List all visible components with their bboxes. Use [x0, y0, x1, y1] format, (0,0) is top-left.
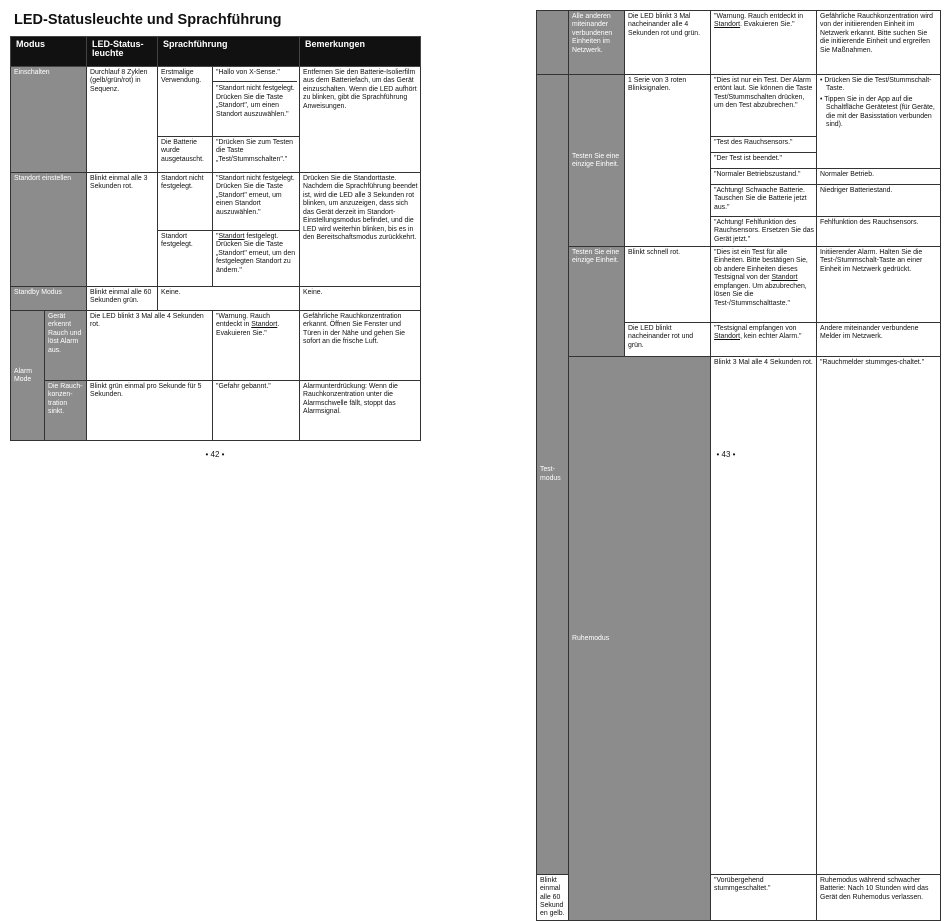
mode-standby: Standby Modus	[11, 287, 87, 311]
led-standby: Blinkt einmal alle 60 Sekunden grün.	[87, 287, 158, 311]
remark-test-8: Andere miteinander verbundene Melder im Netzwerk.	[817, 323, 941, 357]
voice-text	[711, 247, 817, 323]
voice-text	[213, 311, 300, 381]
page-title: LED-Statusleuchte und Sprachführung	[14, 12, 282, 28]
page-left	[10, 10, 420, 460]
voice-text: "Gefahr gebannt."	[213, 381, 300, 441]
submode-alarm-3: Alle anderen miteinander verbundenen Einheiten im Netzwerk.	[569, 11, 625, 75]
voice-text: "Standort nicht festgelegt. Drücken Sie die Taste „Standort" erneut, um einen Standort auszuwählen."	[213, 173, 300, 231]
table-row	[537, 75, 941, 137]
remark-bullet: • Tippen Sie in der App auf die Schaltfläche Gerätetest (für Geräte, die mit der Basisstation verbunden sind).	[820, 95, 935, 129]
voice-text-pre: "Warnung. Rauch entdeckt in	[216, 313, 270, 329]
voice-text-pre: "Testsignal empfangen von	[714, 325, 797, 332]
page-right	[536, 10, 940, 918]
led-standort: Blinkt einmal alle 3 Sekunden rot.	[87, 173, 158, 287]
location-placeholder: Standort	[714, 333, 741, 341]
submode-test-2: Testen Sie eine einzige Einheit.	[569, 247, 625, 357]
remark-bullet: • Drücken Sie die Test/Stummschalt-Taste.	[820, 77, 932, 93]
led-ruhe-2: Blinkt einmal alle 60 Sekunden gelb.	[537, 874, 569, 920]
table-row	[11, 381, 421, 441]
voice-text	[711, 11, 817, 75]
remark-test-7: Initiierender Alarm. Halten Sie die Test-/Stummschalt-Taste an einer Einheit im Netzwerk gedrückt.	[817, 247, 941, 323]
location-placeholder: Standort	[218, 233, 245, 240]
location-placeholder: Standort	[714, 21, 741, 29]
remark-einschalten: Entfernen Sie den Batterie-Isolierfilm aus dem Batteriefach, um das Gerät einzuschalten. Wenn die LED aufhört zu blinken, gibt die Sprachführung Anweisungen.	[300, 67, 421, 173]
led-status-table	[10, 36, 421, 441]
table-row	[11, 173, 421, 231]
led-alarm-1: Die LED blinkt 3 Mal alle 4 Sekunden rot.	[87, 311, 213, 381]
remark-test-4: Normaler Betrieb.	[817, 169, 941, 185]
voice-standby: Keine.	[158, 287, 300, 311]
remark-test-5: Niedriger Batteriestand.	[817, 185, 941, 217]
page-number: • 42 •	[205, 450, 225, 459]
mode-alarm: Alarm Mode	[11, 311, 45, 441]
table-row	[537, 247, 941, 323]
submode-alarm-1: Gerät erkennt Rauch und löst Alarm aus.	[45, 311, 87, 381]
voice-condition: Standort festgelegt.	[158, 231, 213, 287]
remark-standby: Keine.	[300, 287, 421, 311]
voice-text: "Dies ist nur ein Test. Der Alarm ertönt laut. Sie können die Taste Test/Stummschalten drücken, um den Test abzubrechen."	[711, 75, 817, 137]
voice-text: "Der Test ist beendet."	[711, 153, 817, 169]
voice-text	[213, 67, 300, 137]
voice-text: "Drücken Sie zum Testen die Taste „Test/Stummschalten"."	[213, 137, 300, 173]
header-led: LED-Status- leuchte	[87, 37, 158, 67]
table-row	[11, 67, 421, 137]
header-voice: Sprachführung	[158, 37, 300, 67]
voice-text-post: . Evakuieren Sie."	[216, 321, 280, 337]
remark-alarm-3: Gefährliche Rauchkonzentration wird von der initiierenden Einheit im Netzwerk erkannt. Bitte suchen Sie die initiierende Einheit und ergreifen Sie Maßnahmen.	[817, 11, 941, 75]
page-number: • 43 •	[716, 450, 736, 459]
header-remarks: Bemerkungen	[300, 37, 421, 67]
remark-alarm-2: Alarmunterdrückung: Wenn die Rauchkonzentration unter die Alarmschwelle fällt, stoppt das Alarmsignal.	[300, 381, 421, 441]
voice-line: "Hallo von X-Sense."	[216, 69, 280, 76]
voice-text: "Vorübergehend stummgeschaltet."	[711, 874, 817, 920]
submode-test-1: Testen Sie eine einzige Einheit.	[569, 75, 625, 247]
mode-standort: Standort einstellen	[11, 173, 87, 287]
table-row	[11, 311, 421, 381]
voice-text-post: empfangen. Um abzubrechen, lösen Sie die Test-/Stummschalttaste."	[714, 282, 807, 307]
voice-condition: Die Batterie wurde ausgetauscht.	[158, 137, 213, 173]
voice-text: "Achtung! Fehlfunktion des Rauchsensors. Ersetzen Sie das Gerät jetzt."	[711, 217, 817, 247]
voice-text-post: . Evakuieren Sie."	[740, 21, 795, 29]
voice-text: "Rauchmelder stummges-chaltet."	[817, 357, 941, 875]
led-test-2: Blinkt schnell rot.	[625, 247, 711, 323]
voice-condition: Standort nicht festgelegt.	[158, 173, 213, 231]
voice-text: "Test des Rauchsensors."	[711, 137, 817, 153]
voice-text-rest: festgelegt. Drücken Sie die Taste „Standort" erneut, um den festgelegten Standort zu ändern."	[216, 233, 296, 274]
led-test-1: 1 Serie von 3 roten Blinksignalen.	[625, 75, 711, 247]
table-row	[11, 287, 421, 311]
voice-condition: Erstmalige Verwendung.	[158, 67, 213, 137]
led-status-table-continued	[536, 10, 941, 921]
led-einschalten: Durchlauf 8 Zyklen (gelb/grün/rot) in Sequenz.	[87, 67, 158, 173]
mode-test: Test-modus	[537, 75, 569, 875]
voice-text: "Standort festgelegt. Drücken Sie die Taste „Standort" erneut, um den festgelegten Standort zu ändern."	[213, 231, 300, 287]
voice-text: "Normaler Betriebszustand."	[711, 169, 817, 185]
header-mode: Modus	[11, 37, 87, 67]
submode-alarm-2: Die Rauch-konzen-tration sinkt.	[45, 381, 87, 441]
led-test-3: Die LED blinkt nacheinander rot und grün.	[625, 323, 711, 357]
remark-test-1	[817, 75, 941, 169]
voice-text-pre: "Dies ist ein Test für alle Einheiten. Bitte bestätigen Sie, ob andere Einheiten dieses Testsignal von der	[714, 249, 808, 282]
remark-ruhe-2: Ruhemodus während schwacher Batterie: Nach 10 Stunden wird das Gerät den Ruhemodus verlassen.	[817, 874, 941, 920]
remark-standort: Drücken Sie die Standorttaste. Nachdem die Sprachführung beendet ist, wird die LED alle 3 Sekunden rot blinken, um anzuzeigen, dass sich das Gerät derzeit im Standort-Einstellungsmodus befindet, und die LED wird weiterhin blinken, bis es in den Bereitschaftsmodus zurückkehrt.	[300, 173, 421, 287]
remark-test-6: Fehlfunktion des Rauchsensors.	[817, 217, 941, 247]
mode-alarm-continued	[537, 11, 569, 75]
voice-line: "Standort nicht festgelegt. Drücken Sie die Taste „Standort", um einen Standort auszuwählen."	[213, 81, 297, 119]
led-alarm-3: Die LED blinkt 3 Mal nacheinander alle 4 Sekunden rot und grün.	[625, 11, 711, 75]
location-placeholder: Standort	[771, 274, 798, 282]
voice-text-post: , kein echter Alarm."	[740, 333, 802, 341]
location-placeholder: Standort	[251, 321, 278, 329]
table-header-row	[11, 37, 421, 67]
led-alarm-2: Blinkt grün einmal pro Sekunde für 5 Sekunden.	[87, 381, 213, 441]
voice-text-pre: "Warnung. Rauch entdeckt in	[714, 13, 804, 20]
table-row	[537, 357, 941, 875]
led-ruhe-1: Blinkt 3 Mal alle 4 Sekunden rot.	[711, 357, 817, 875]
remark-alarm-1: Gefährliche Rauchkonzentration erkannt. Öffnen Sie Fenster und Türen in der Nähe und gehen Sie sofort an die frische Luft.	[300, 311, 421, 381]
table-row	[537, 11, 941, 75]
mode-ruhe: Ruhemodus	[569, 357, 711, 921]
mode-einschalten: Einschalten	[11, 67, 87, 173]
voice-text	[711, 323, 817, 357]
voice-text: "Achtung! Schwache Batterie. Tauschen Sie die Batterie jetzt aus."	[711, 185, 817, 217]
